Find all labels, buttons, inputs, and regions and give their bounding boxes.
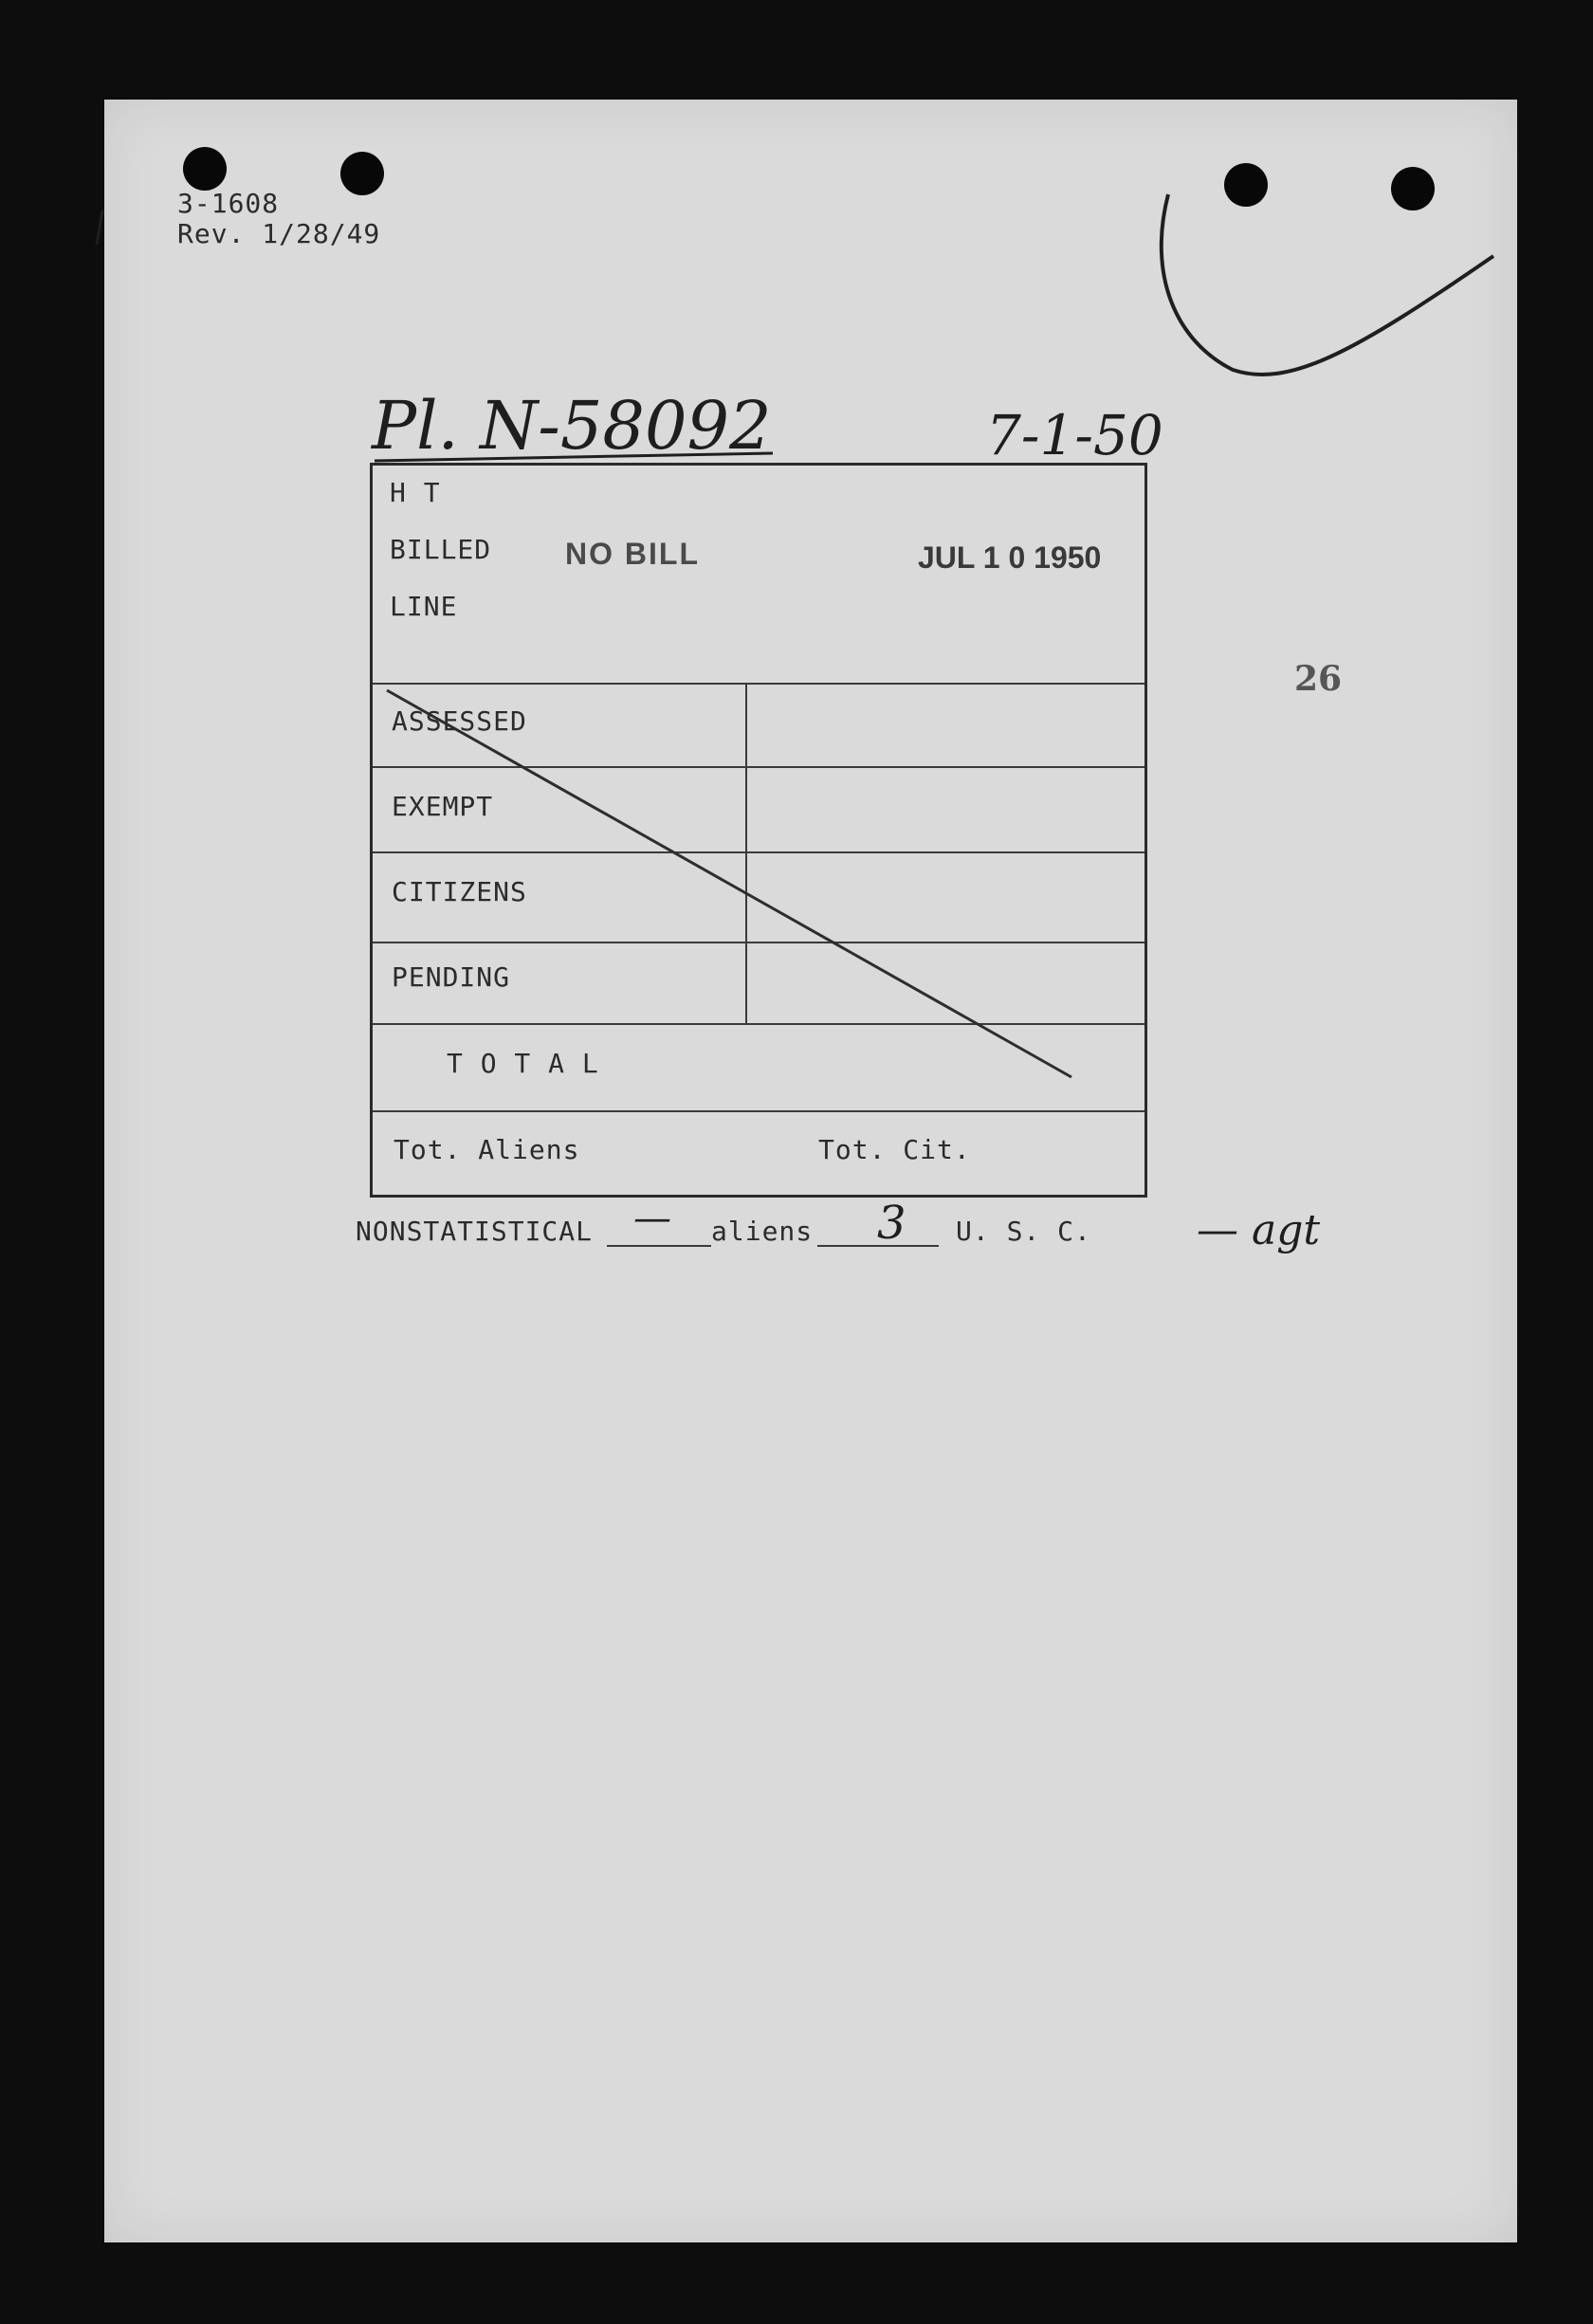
label-ht: H T [390, 477, 441, 508]
handwritten-date: 7-1-50 [986, 403, 1163, 467]
diagonal-cross-out-line [387, 690, 1071, 1077]
row-citizens: CITIZENS [392, 876, 527, 907]
form-revision: Rev. 1/28/49 [177, 218, 381, 249]
usc-label: U. S. C. [956, 1216, 1091, 1247]
nonstatistical-mark: — [633, 1197, 671, 1240]
handwritten-initials: — agt [1197, 1206, 1321, 1254]
aliens-count: 3 [877, 1197, 906, 1250]
row-pending: PENDING [392, 961, 511, 993]
tot-aliens-label: Tot. Aliens [394, 1134, 580, 1165]
row-assessed: ASSESSED [392, 705, 527, 737]
no-bill-stamp: NO BILL [565, 537, 700, 571]
received-date-stamp: JUL 1 0 1950 [918, 540, 1102, 575]
label-line: LINE [390, 591, 458, 622]
tot-cit-label: Tot. Cit. [818, 1134, 971, 1165]
corner-curve-mark [1162, 194, 1493, 375]
edge-tick-mark [97, 210, 102, 245]
nonstatistical-label: NONSTATISTICAL [356, 1216, 594, 1247]
aliens-label: aliens [711, 1216, 814, 1247]
underline-record-number [375, 453, 773, 461]
row-exempt: EXEMPT [392, 791, 494, 822]
form-number: 3-1608 [177, 188, 280, 219]
total-label: T O T A L [447, 1048, 599, 1079]
handwritten-record-number: Pl. N-58092 [372, 387, 772, 465]
label-billed: BILLED [390, 534, 492, 565]
page-number: 26 [1294, 659, 1343, 699]
